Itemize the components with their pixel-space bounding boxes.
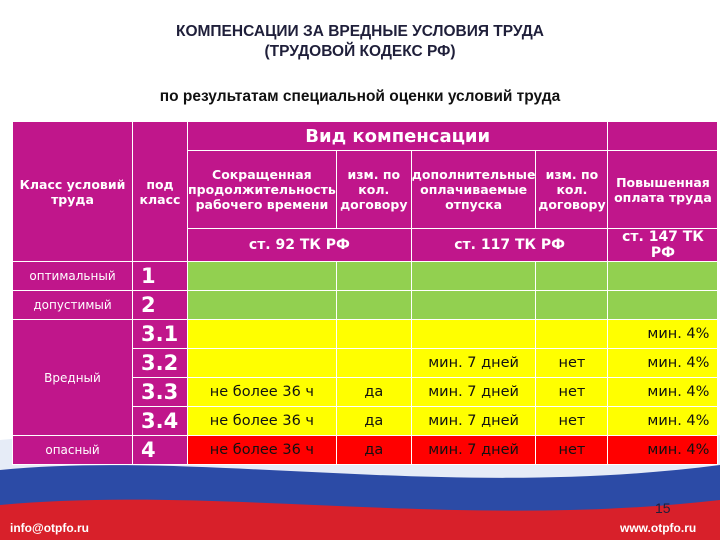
- cell-vacation: мин. 7 дней: [411, 436, 536, 465]
- cell-pay: мин. 4%: [608, 407, 718, 436]
- header-article-117: ст. 117 ТК РФ: [411, 229, 608, 262]
- subclass-cell: 3.2: [133, 349, 188, 378]
- table-row: [13, 320, 718, 349]
- cell-pay: мин. 4%: [608, 436, 718, 465]
- table-row: [13, 262, 718, 291]
- cell-hours-agreement: [336, 262, 411, 291]
- class-label-optimal: оптимальный: [13, 262, 133, 291]
- cell-vacation: [411, 291, 536, 320]
- subclass-cell: 4: [133, 436, 188, 465]
- header-class-column: Класс условий труда: [13, 122, 133, 262]
- compensation-table: [12, 121, 718, 465]
- class-label-harmful: Вредный: [13, 320, 133, 436]
- class-label-admissible: допустимый: [13, 291, 133, 320]
- subclass-cell: 2: [133, 291, 188, 320]
- header-hours-collective-agreement: изм. по кол. договору: [336, 151, 411, 229]
- cell-vacation: [411, 262, 536, 291]
- cell-vacation-agreement: [536, 262, 608, 291]
- cell-hours: не более 36 ч: [188, 378, 337, 407]
- cell-pay: [608, 291, 718, 320]
- header-vacation-collective-agreement: изм. по кол. договору: [536, 151, 608, 229]
- cell-pay: мин. 4%: [608, 349, 718, 378]
- cell-vacation: мин. 7 дней: [411, 349, 536, 378]
- slide-title-line-1: КОМПЕНСАЦИИ ЗА ВРЕДНЫЕ УСЛОВИЯ ТРУДА: [175, 23, 544, 40]
- header-article-92: ст. 92 ТК РФ: [188, 229, 412, 262]
- cell-hours-agreement: да: [336, 436, 411, 465]
- page-number: 15: [655, 500, 671, 516]
- footer-email-link[interactable]: info@otpfo.ru: [10, 521, 90, 535]
- header-increased-pay: Повышенная оплата труда: [608, 151, 718, 229]
- table-row: [13, 291, 718, 320]
- cell-vacation-agreement: нет: [536, 436, 608, 465]
- cell-hours-agreement: да: [336, 378, 411, 407]
- cell-hours-agreement: [336, 320, 411, 349]
- cell-vacation-agreement: нет: [536, 378, 608, 407]
- cell-hours-agreement: [336, 291, 411, 320]
- cell-pay: мин. 4%: [608, 378, 718, 407]
- cell-hours: [188, 320, 337, 349]
- header-extra-vacation: дополнительные оплачиваемые отпуска: [411, 151, 536, 229]
- slide-subtitle: по результатам специальной оценки условий труда: [159, 88, 561, 105]
- cell-vacation: мин. 7 дней: [411, 407, 536, 436]
- cell-pay: [608, 262, 718, 291]
- cell-hours-agreement: [336, 349, 411, 378]
- cell-pay: мин. 4%: [608, 320, 718, 349]
- class-label-dangerous: опасный: [13, 436, 133, 465]
- cell-hours-agreement: да: [336, 407, 411, 436]
- cell-hours: не более 36 ч: [188, 436, 337, 465]
- slide-title-line-2: (ТРУДОВОЙ КОДЕКС РФ): [264, 43, 456, 60]
- cell-vacation: мин. 7 дней: [411, 378, 536, 407]
- subclass-cell: 1: [133, 262, 188, 291]
- header-reduced-hours: Сокращенная продолжительность рабочего времени: [188, 151, 337, 229]
- cell-vacation-agreement: нет: [536, 407, 608, 436]
- footer-website-link[interactable]: www.otpfo.ru: [620, 521, 697, 535]
- cell-hours: [188, 291, 337, 320]
- header-article-147: ст. 147 ТК РФ: [608, 229, 718, 262]
- cell-vacation-agreement: нет: [536, 349, 608, 378]
- cell-vacation-agreement: [536, 291, 608, 320]
- table-row: [13, 436, 718, 465]
- header-blank-cell: [608, 122, 718, 151]
- header-compensation-group: Вид компенсации: [188, 122, 608, 151]
- subclass-cell: 3.4: [133, 407, 188, 436]
- cell-hours: не более 36 ч: [188, 407, 337, 436]
- header-subclass-column: под класс: [133, 122, 188, 262]
- cell-vacation-agreement: [536, 320, 608, 349]
- cell-vacation: [411, 320, 536, 349]
- cell-hours: [188, 349, 337, 378]
- subclass-cell: 3.1: [133, 320, 188, 349]
- cell-hours: [188, 262, 337, 291]
- subclass-cell: 3.3: [133, 378, 188, 407]
